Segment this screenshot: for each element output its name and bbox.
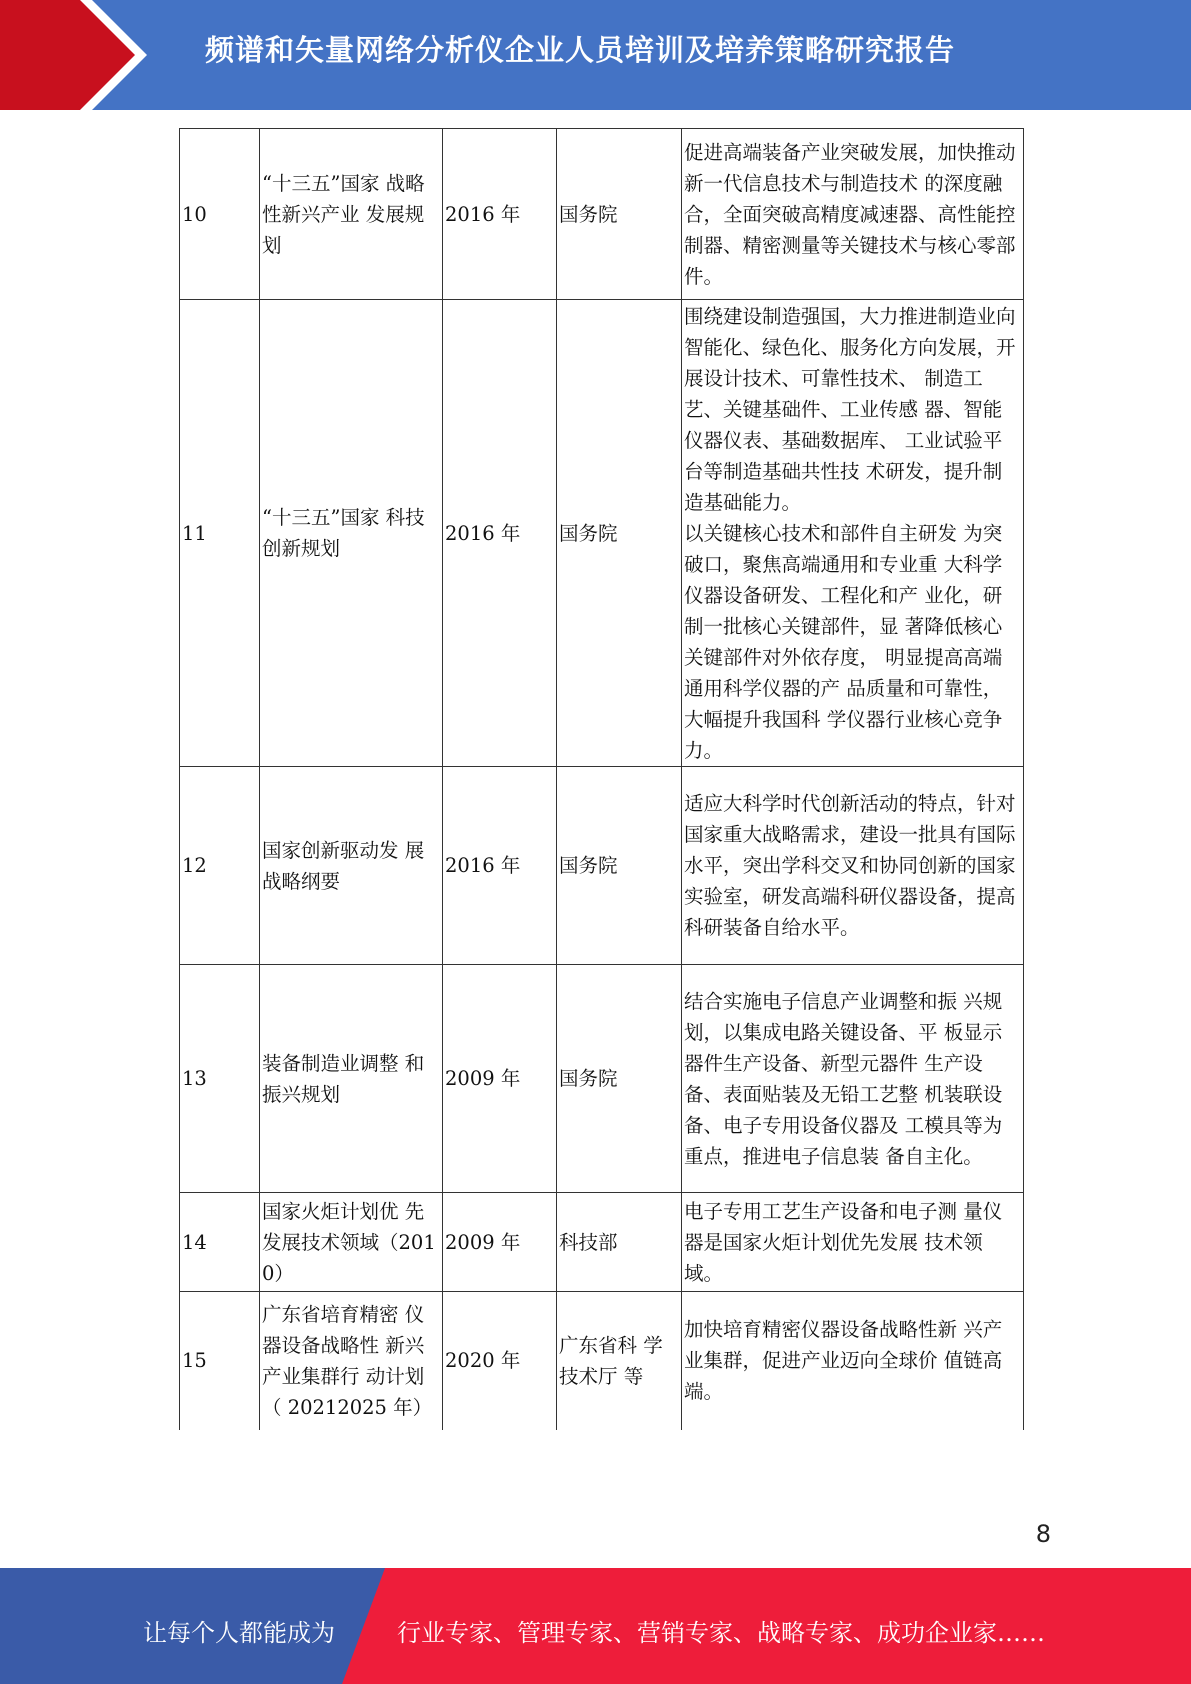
header-arrow-decoration — [0, 0, 160, 110]
policy-name: “十三五”国家 战略性新兴产业 发展规划 — [260, 129, 443, 300]
page-header — [0, 0, 1191, 110]
table-row — [180, 1193, 1024, 1292]
footer-slogan-right: 行业专家、管理专家、营销专家、战略专家、成功企业家…… — [397, 1619, 1045, 1647]
row-number: 14 — [180, 1193, 260, 1292]
policy-description-part1: 围绕建设制造强国，大力推进制造业向智能化、绿色化、服务化方向发展，开展设计技术、可靠性技术、 制造工艺、关键基础件、工业传感 器、智能仪器仪表、基础数据库、 工业试验平台等制造基础共性技 术研发，提升制造基础能力。 — [684, 304, 1016, 514]
policy-table — [179, 128, 1024, 1430]
table-row — [180, 300, 1024, 767]
issuing-org: 国务院 — [557, 300, 682, 767]
report-title: 频谱和矢量网络分析仪企业人员培训及培养策略研究报告 — [205, 33, 956, 67]
footer-slogan-left: 让每个人都能成为 — [143, 1619, 335, 1647]
table-row — [180, 767, 1024, 965]
policy-year: 2009 年 — [443, 965, 557, 1193]
policy-description — [682, 300, 1024, 767]
issuing-org: 广东省科 学技术厅 等 — [557, 1292, 682, 1430]
issuing-org: 国务院 — [557, 129, 682, 300]
policy-name: 国家创新驱动发 展战略纲要 — [260, 767, 443, 965]
policy-description: 促进高端装备产业突破发展，加快推动新一代信息技术与制造技术 的深度融合，全面突破高精度减速器、高性能控制器、精密测量等关键技术与核心零部件。 — [682, 129, 1024, 300]
policy-description: 加快培育精密仪器设备战略性新 兴产业集群，促进产业迈向全球价 值链高端。 — [682, 1292, 1024, 1430]
policy-name: 广东省培育精密 仪器设备战略性 新兴产业集群行 动计划（ 20212025 年） — [260, 1292, 443, 1430]
policy-year: 2009 年 — [443, 1193, 557, 1292]
issuing-org: 国务院 — [557, 965, 682, 1193]
policy-year: 2016 年 — [443, 767, 557, 965]
table-row — [180, 1292, 1024, 1430]
policy-description: 结合实施电子信息产业调整和振 兴规划，以集成电路关键设备、平 板显示器件生产设备、新型元器件 生产设备、表面贴装及无铅工艺整 机装联设备、电子专用设备仪器及 工模具等为重点，推进电子信息装 备自主化。 — [682, 965, 1024, 1193]
table-row — [180, 129, 1024, 300]
row-number: 11 — [180, 300, 260, 767]
issuing-org: 国务院 — [557, 767, 682, 965]
policy-name: 装备制造业调整 和振兴规划 — [260, 965, 443, 1193]
policy-year: 2016 年 — [443, 300, 557, 767]
page-footer — [0, 1568, 1191, 1684]
policy-name: 国家火炬计划优 先发展技术领域（2010） — [260, 1193, 443, 1292]
issuing-org: 科技部 — [557, 1193, 682, 1292]
row-number: 15 — [180, 1292, 260, 1430]
policy-year: 2016 年 — [443, 129, 557, 300]
policy-description: 电子专用工艺生产设备和电子测 量仪器是国家火炬计划优先发展 技术领域。 — [682, 1193, 1024, 1292]
row-number: 12 — [180, 767, 260, 965]
table-row — [180, 965, 1024, 1193]
policy-description-part2: 以关键核心技术和部件自主研发 为突破口，聚焦高端通用和专业重 大科学仪器设备研发、工程化和产 业化，研制一批核心关键部件，显 著降低核心关键部件对外依存度， 明显提高高端通用科学仪器的产 品质量和可靠性，大幅提升我国科 学仪器行业核心竞争力。 — [684, 521, 1003, 762]
row-number: 13 — [180, 965, 260, 1193]
policy-description: 适应大科学时代创新活动的特点，针对国家重大战略需求，建设一批具有国际水平，突出学科交叉和协同创新的国家实验室，研发高端科研仪器设备，提高科研装备自给水平。 — [682, 767, 1024, 965]
page-number: 8 — [1035, 1520, 1051, 1548]
policy-year: 2020 年 — [443, 1292, 557, 1430]
policy-name: “十三五”国家 科技创新规划 — [260, 300, 443, 767]
row-number: 10 — [180, 129, 260, 300]
